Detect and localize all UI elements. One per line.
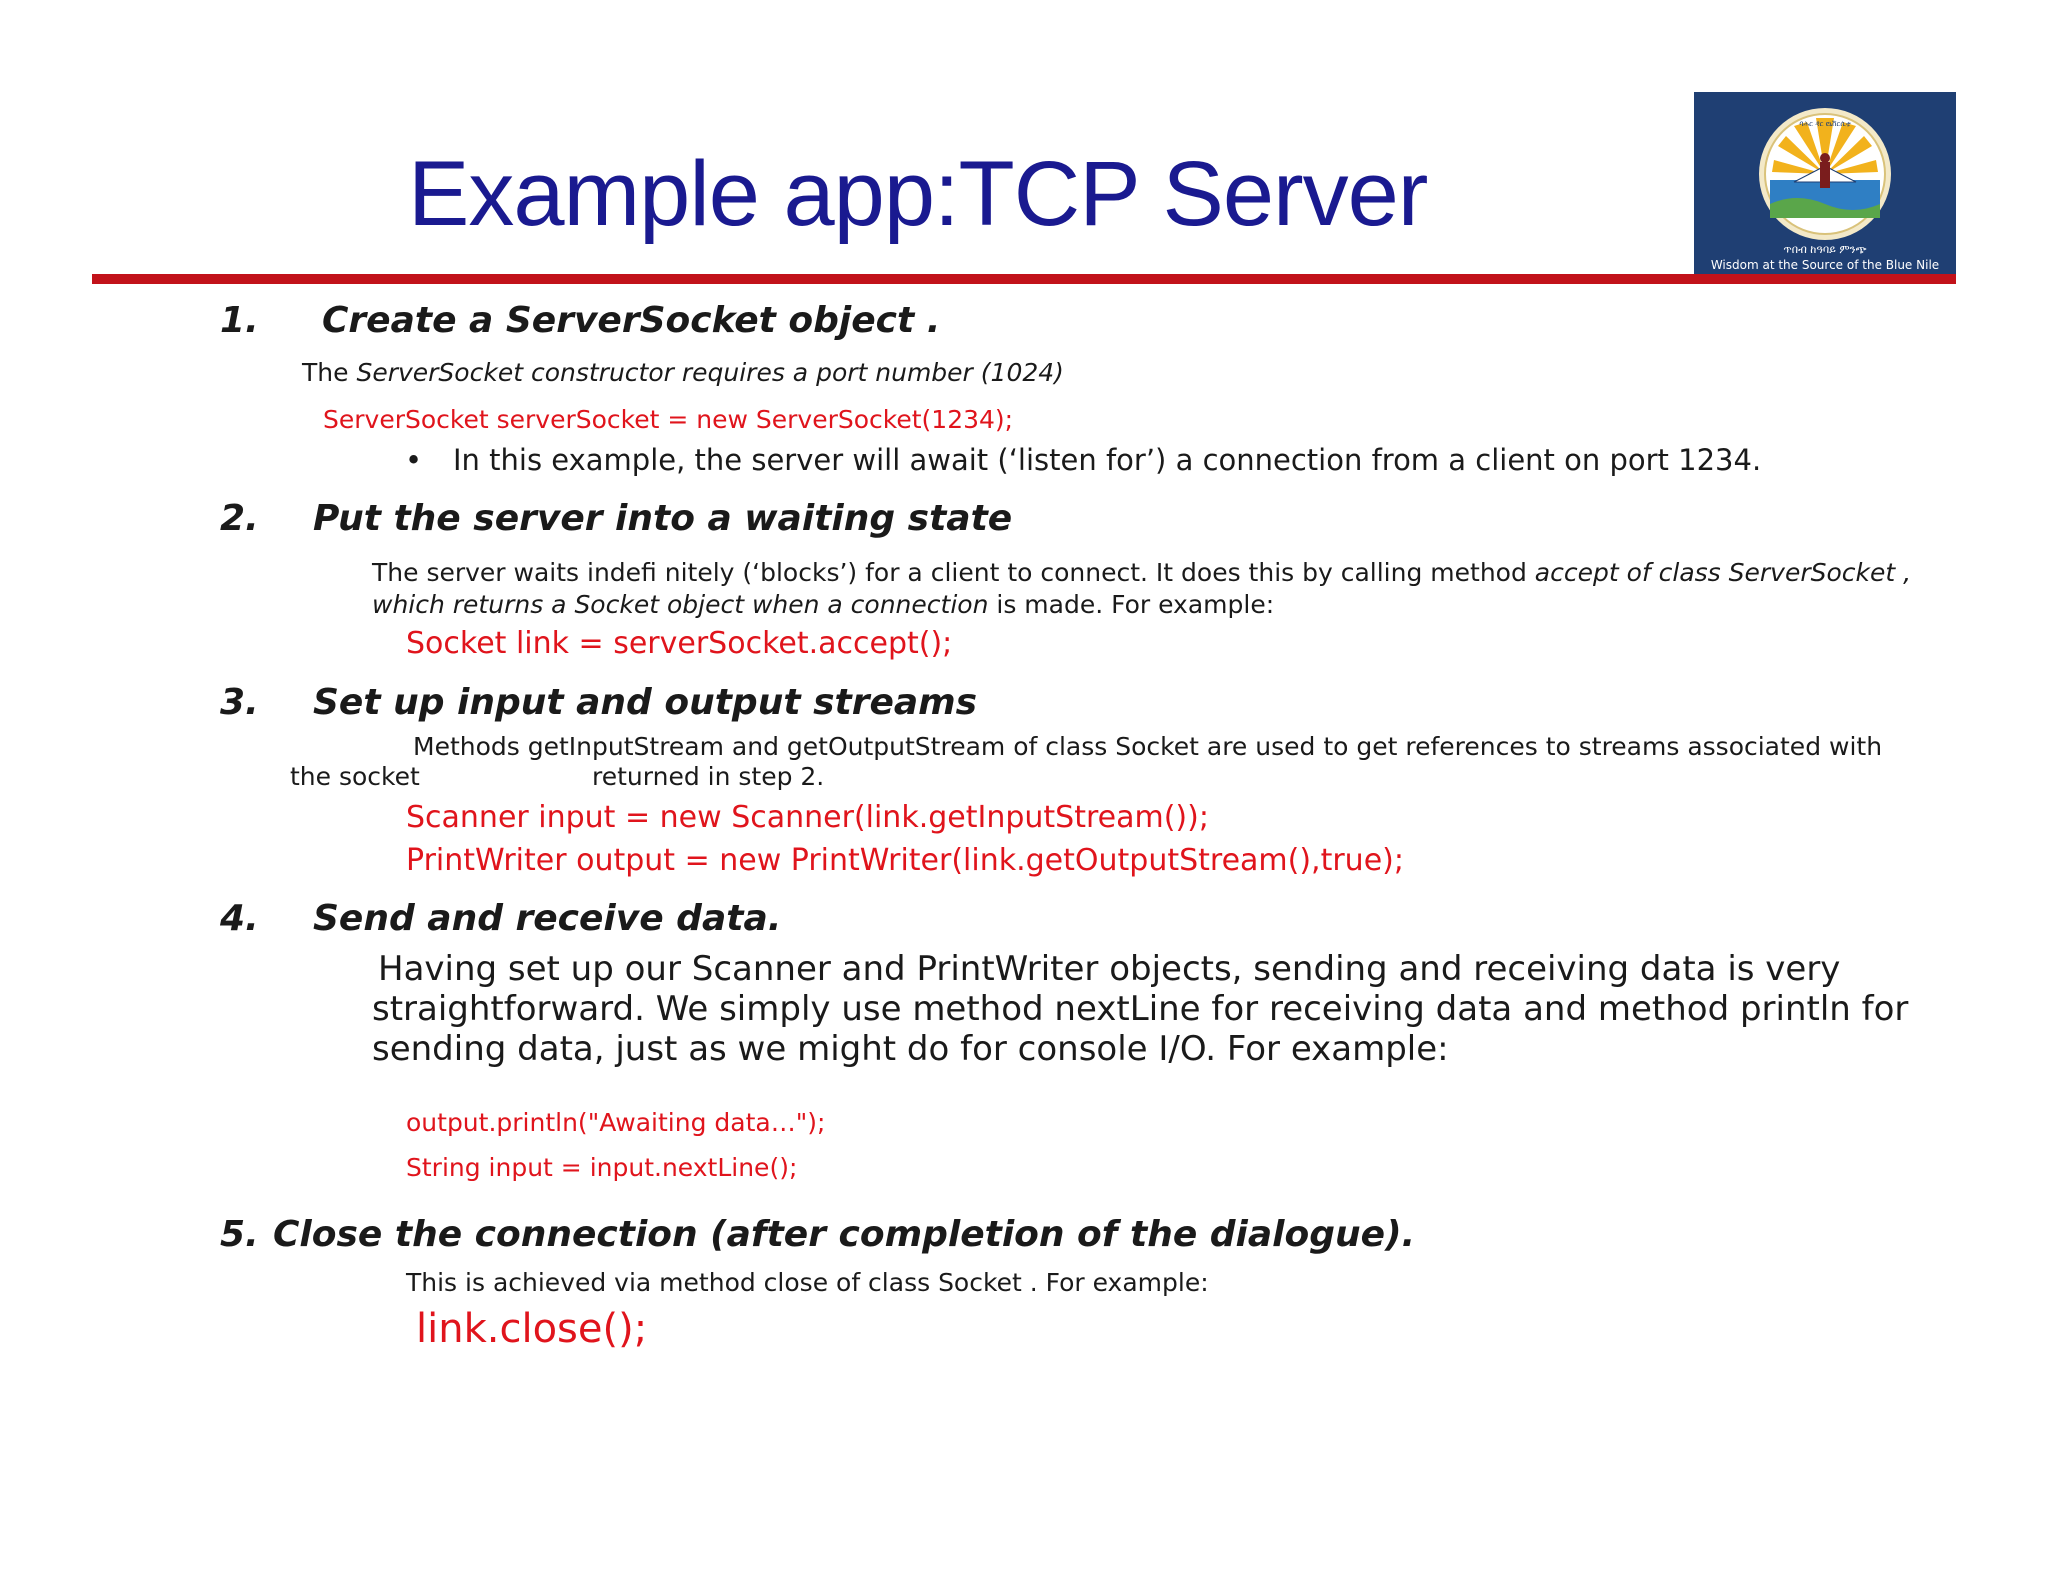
step-1-number: 1.	[220, 300, 259, 341]
step-2-code: Socket link = serverSocket.accept();	[406, 626, 953, 661]
step-4-heading: Send and receive data.	[313, 898, 782, 939]
step-2-description-line1	[372, 558, 1911, 587]
step-4-code-nextline: String input = input.nextLine();	[406, 1153, 798, 1182]
step-2-desc2-italic: which returns a Socket object when a connection	[372, 590, 989, 619]
step-2-heading: Put the server into a waiting state	[313, 498, 1013, 539]
step-4-code-println: output.println("Awaiting data…");	[406, 1108, 826, 1137]
step-4-description-line3: sending data, just as we might do for console I/O. For example:	[372, 1029, 1449, 1069]
step-1-bullet-text: In this example, the server will await (‘listen for’) a connection from a client on port 1234.	[453, 443, 1762, 477]
step-1-bullet-icon: •	[405, 443, 423, 477]
step-1-heading: Create a ServerSocket object .	[322, 300, 941, 341]
step-1-desc-prefix: The	[302, 358, 357, 387]
step-2-number: 2.	[220, 498, 259, 539]
slide-title: Example app:TCP Server	[408, 143, 1428, 245]
step-1-description	[302, 358, 1064, 387]
step-5-description: This is achieved via method close of class Socket . For example:	[406, 1268, 1209, 1297]
step-4-number: 4.	[220, 898, 259, 939]
step-1-code: ServerSocket serverSocket = new ServerSocket(1234);	[323, 405, 1014, 434]
svg-text:ባሕር ዳር ዩኒቨርሲቲ: ባሕር ዳር ዩኒቨርሲቲ	[1799, 120, 1851, 128]
step-2-desc1-plain: The server waits indefi nitely (‘blocks’) for a client to connect. It does this by calling method	[372, 558, 1535, 587]
step-3-description-line2b: returned in step 2.	[592, 762, 825, 791]
step-3-description-line1: Methods getInputStream and getOutputStream of class Socket are used to get references to streams associated with	[413, 732, 1883, 761]
logo-motto-amharic: ጥበብ ከዓባይ ምንጭ	[1783, 243, 1867, 256]
step-4-description-line2: straightforward. We simply use method nextLine for receiving data and method println for	[372, 989, 1909, 1029]
university-logo	[1694, 92, 1956, 278]
step-2-desc1-italic: accept of class ServerSocket ,	[1534, 558, 1912, 587]
step-5-number: 5.	[220, 1214, 259, 1255]
step-2-desc2-plain: is made. For example:	[988, 590, 1275, 619]
step-3-heading: Set up input and output streams	[313, 682, 978, 723]
step-5-code: link.close();	[416, 1306, 648, 1352]
step-5-heading: Close the connection (after completion of the dialogue).	[273, 1214, 1416, 1255]
step-1-desc-italic: ServerSocket constructor requires a port number (1024)	[356, 358, 1064, 387]
step-3-code-printwriter: PrintWriter output = new PrintWriter(link.getOutputStream(),true);	[406, 843, 1404, 878]
title-divider	[92, 274, 1956, 284]
step-3-number: 3.	[220, 682, 259, 723]
logo-motto-english: Wisdom at the Source of the Blue Nile	[1710, 258, 1940, 272]
emblem-icon	[1694, 92, 1956, 242]
step-2-description-line2	[372, 590, 1274, 619]
step-3-code-scanner: Scanner input = new Scanner(link.getInputStream());	[406, 800, 1209, 835]
step-3-description-line2a: the socket	[290, 762, 420, 791]
step-4-description-line1: Having set up our Scanner and PrintWriter objects, sending and receiving data is very	[378, 949, 1841, 989]
